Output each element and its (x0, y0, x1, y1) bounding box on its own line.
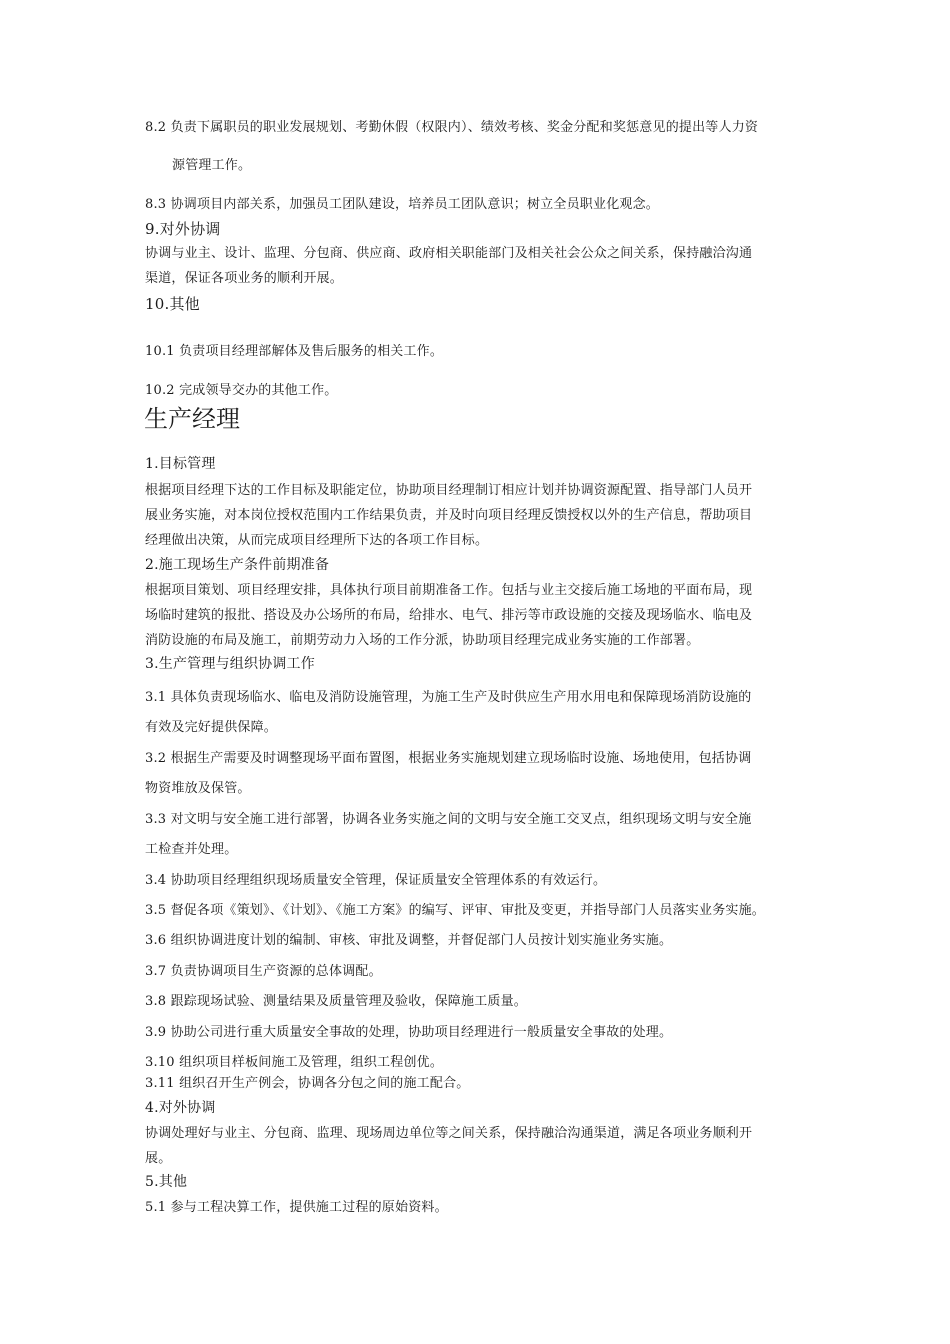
item-8-2-line-2: 源管理工作。 (172, 158, 252, 173)
pm-3-10: 3.10 组织项目样板间施工及管理，组织工程创优。 (145, 1055, 444, 1070)
para-9-line-1: 协调与业主、设计、监理、分包商、供应商、政府相关职能部门及相关社会公众之间关系，保持融洽沟通 (145, 246, 753, 261)
pm-3-5: 3.5 督促各项《策划》、《计划》、《施工方案》的编写、评审、审批及变更，并指导部门人员落实业务实施。 (145, 903, 766, 918)
pm-heading-4: 4.对外协调 (145, 1100, 216, 1116)
pm-3-1-line-1: 3.1 具体负责现场临水、临电及消防设施管理，为施工生产及时供应生产用水用电和保障现场消防设施的 (145, 690, 752, 705)
pm-heading-2: 2.施工现场生产条件前期准备 (145, 557, 330, 573)
pm-3-2-line-1: 3.2 根据生产需要及时调整现场平面布置图，根据业务实施规划建立现场临时设施、场地使用，包括协调 (145, 751, 752, 766)
pm-para-4-line-1: 协调处理好与业主、分包商、监理、现场周边单位等之间关系，保持融洽沟通渠道，满足各项业务顺利开 (145, 1126, 753, 1141)
pm-3-2-line-2: 物资堆放及保管。 (145, 781, 251, 796)
item-10-1: 10.1 负责项目经理部解体及售后服务的相关工作。 (145, 344, 444, 359)
pm-para-1-line-3: 经理做出决策，从而完成项目经理所下达的各项工作目标。 (145, 533, 489, 548)
pm-3-8: 3.8 跟踪现场试验、测量结果及质量管理及验收，保障施工质量。 (145, 994, 528, 1009)
item-8-2-line-1: 8.2 负责下属职员的职业发展规划、考勤休假（权限内）、绩效考核、奖金分配和奖惩意见的提出等人力资 (145, 120, 759, 135)
pm-para-1-line-2: 展业务实施，对本岗位授权范围内工作结果负责，并及时向项目经理反馈授权以外的生产信息，帮助项目 (145, 508, 753, 523)
pm-3-3-line-2: 工检查并处理。 (145, 842, 238, 857)
item-10-2: 10.2 完成领导交办的其他工作。 (145, 383, 338, 398)
pm-3-1-line-2: 有效及完好提供保障。 (145, 720, 278, 735)
para-9-line-2: 渠道，保证各项业务的顺利开展。 (145, 271, 344, 286)
pm-3-4: 3.4 协助项目经理组织现场质量安全管理，保证质量安全管理体系的有效运行。 (145, 873, 607, 888)
pm-para-2-line-3: 消防设施的布局及施工，前期劳动力入场的工作分派，协助项目经理完成业务实施的工作部署。 (145, 633, 700, 648)
pm-para-4-line-2: 展。 (145, 1151, 172, 1166)
pm-3-6: 3.6 组织协调进度计划的编制、审核、审批及调整，并督促部门人员按计划实施业务实施。 (145, 933, 673, 948)
heading-10: 10.其他 (145, 295, 200, 313)
heading-9: 9.对外协调 (145, 220, 221, 238)
item-8-3: 8.3 协调项目内部关系，加强员工团队建设，培养员工团队意识；树立全员职业化观念。 (145, 197, 660, 212)
pm-heading-5: 5.其他 (145, 1174, 188, 1190)
pm-5-1: 5.1 参与工程决算工作，提供施工过程的原始资料。 (145, 1200, 448, 1215)
section-title-production-manager: 生产经理 (144, 405, 240, 433)
pm-3-7: 3.7 负责协调项目生产资源的总体调配。 (145, 964, 382, 979)
pm-heading-3: 3.生产管理与组织协调工作 (145, 656, 315, 672)
pm-3-3-line-1: 3.3 对文明与安全施工进行部署，协调各业务实施之间的文明与安全施工交叉点，组织现场文明与安全施 (145, 812, 752, 827)
pm-para-2-line-2: 场临时建筑的报批、搭设及办公场所的布局，给排水、电气、排污等市政设施的交接及现场临水、临电及 (145, 608, 753, 623)
pm-para-2-line-1: 根据项目策划、项目经理安排，具体执行项目前期准备工作。包括与业主交接后施工场地的平面布局，现 (145, 583, 753, 598)
pm-para-1-line-1: 根据项目经理下达的工作目标及职能定位，协助项目经理制订相应计划并协调资源配置、指导部门人员开 (145, 483, 753, 498)
pm-3-11: 3.11 组织召开生产例会，协调各分包之间的施工配合。 (145, 1076, 470, 1091)
pm-3-9: 3.9 协助公司进行重大质量安全事故的处理，协助项目经理进行一般质量安全事故的处理。 (145, 1025, 673, 1040)
pm-heading-1: 1.目标管理 (145, 456, 216, 472)
